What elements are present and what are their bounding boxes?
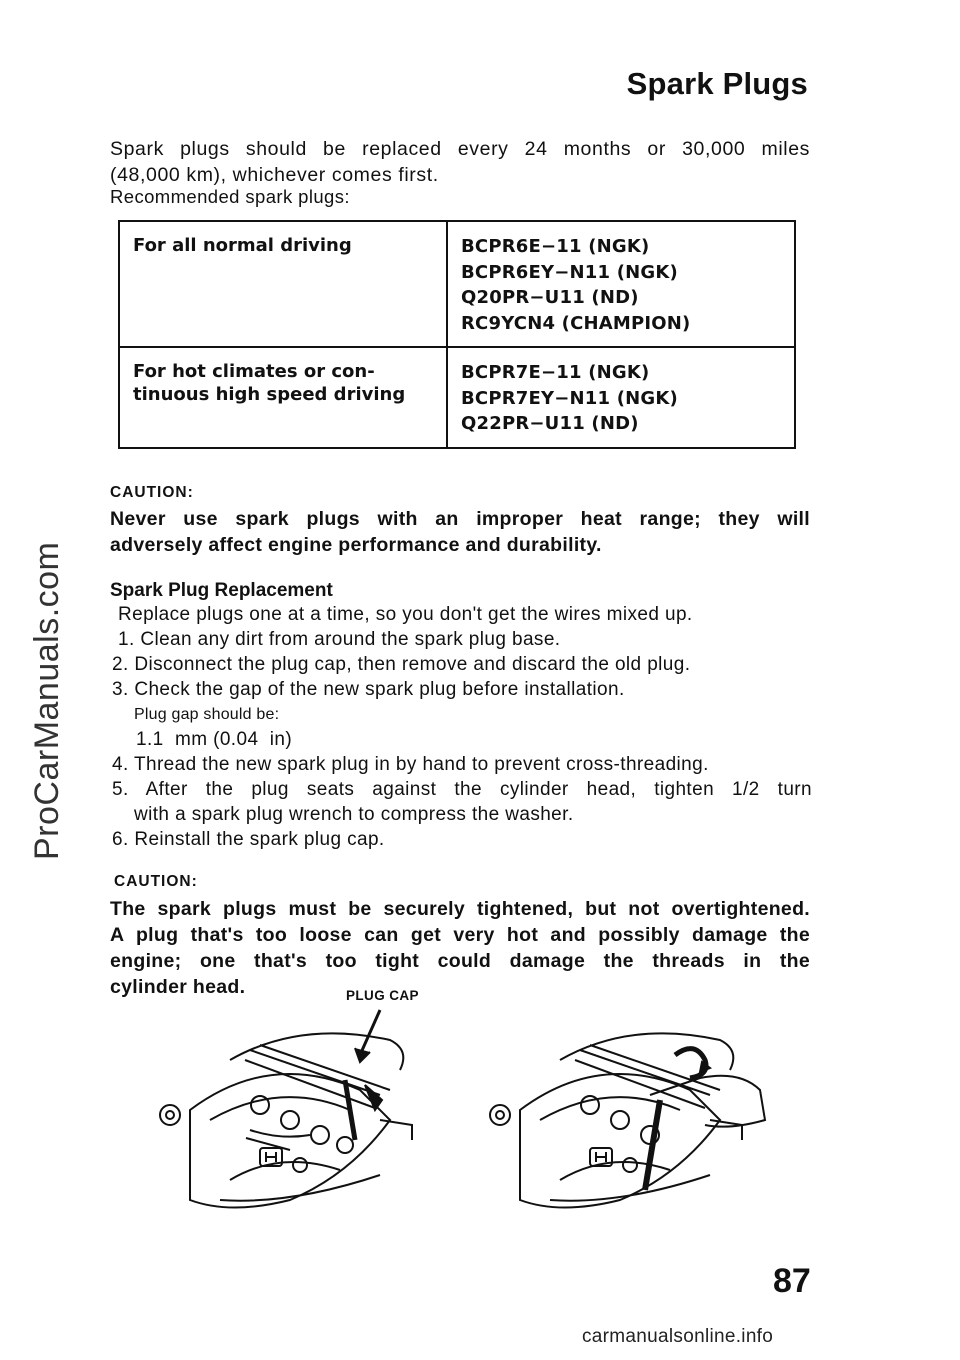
condition-text: tinuous high speed driving <box>133 384 406 405</box>
plug-list-cell <box>447 221 795 347</box>
condition-text: For hot climates or con- <box>133 361 375 382</box>
caution-line: engine; one that's too tight could damage the threads in the <box>110 950 810 972</box>
caution-line: The spark plugs must be securely tightened, but not overtightened. <box>110 898 810 920</box>
plug-model: BCPR6EY−N11 (NGK) <box>461 261 678 283</box>
plug-model: Q20PR−U11 (ND) <box>461 287 639 308</box>
plug-model: BCPR7EY−N11 (NGK) <box>461 387 678 409</box>
section-heading: Spark Plug Replacement <box>110 580 333 601</box>
step-item: 5. After the plug seats against the cylinder head, tighten 1/2 turn <box>112 779 812 800</box>
replacement-steps <box>112 602 812 852</box>
condition-text: For all normal driving <box>133 235 352 256</box>
spark-plug-table <box>118 220 796 449</box>
caution-line: Never use spark plugs with an improper heat range; they will <box>110 508 810 530</box>
step-item: 6. Reinstall the spark plug cap. <box>112 829 385 850</box>
caution-label: CAUTION: <box>114 873 198 890</box>
recommended-label: Recommended spark plugs: <box>110 186 350 207</box>
caution-text <box>110 896 810 1000</box>
plug-model: Q22PR−U11 (ND) <box>461 413 639 434</box>
page-title: Spark Plugs <box>626 66 808 101</box>
engine-right-drawing <box>490 1033 765 1207</box>
plug-list-cell <box>447 347 795 448</box>
steps-intro: Replace plugs one at a time, so you don't get the wires mixed up. <box>118 604 693 625</box>
intro-line-1: Spark plugs should be replaced every 24 months or 30,000 miles <box>110 138 810 160</box>
engine-illustration <box>150 1000 790 1225</box>
gap-label: Plug gap should be: <box>134 706 280 723</box>
caution-text <box>110 506 810 558</box>
plug-cap-label: PLUG CAP <box>346 988 419 1003</box>
table-row <box>119 221 795 347</box>
page-number: 87 <box>773 1262 811 1300</box>
gap-value: 1.1 mm (0.04 in) <box>136 729 293 750</box>
sidebar-watermark: ProCarManuals.com <box>28 541 66 860</box>
caution-label: CAUTION: <box>110 484 194 501</box>
plug-model: RC9YCN4 (CHAMPION) <box>461 312 691 334</box>
driving-condition-cell <box>119 347 447 448</box>
plug-model: BCPR6E−11 (NGK) <box>461 236 650 257</box>
engine-left-drawing <box>160 1010 412 1208</box>
step-item: 1. Clean any dirt from around the spark plug base. <box>118 629 561 650</box>
caution-line: cylinder head. <box>110 976 246 998</box>
caution-line: adversely affect engine performance and durability. <box>110 534 602 556</box>
step-item: 2. Disconnect the plug cap, then remove and discard the old plug. <box>112 654 691 675</box>
step-item: 3. Check the gap of the new spark plug before installation. <box>112 679 625 700</box>
caution-line: A plug that's too loose can get very hot and possibly damage the <box>110 924 810 946</box>
intro-paragraph <box>110 136 810 188</box>
step-item: 4. Thread the new spark plug in by hand to prevent cross-threading. <box>112 754 709 775</box>
intro-line-2: (48,000 km), whichever comes first. <box>110 164 439 186</box>
table-row <box>119 347 795 448</box>
driving-condition-cell <box>119 221 447 347</box>
plug-model: BCPR7E−11 (NGK) <box>461 362 650 383</box>
footer-watermark: carmanualsonline.info <box>582 1326 774 1347</box>
step-item-continued: with a spark plug wrench to compress the washer. <box>134 804 574 825</box>
